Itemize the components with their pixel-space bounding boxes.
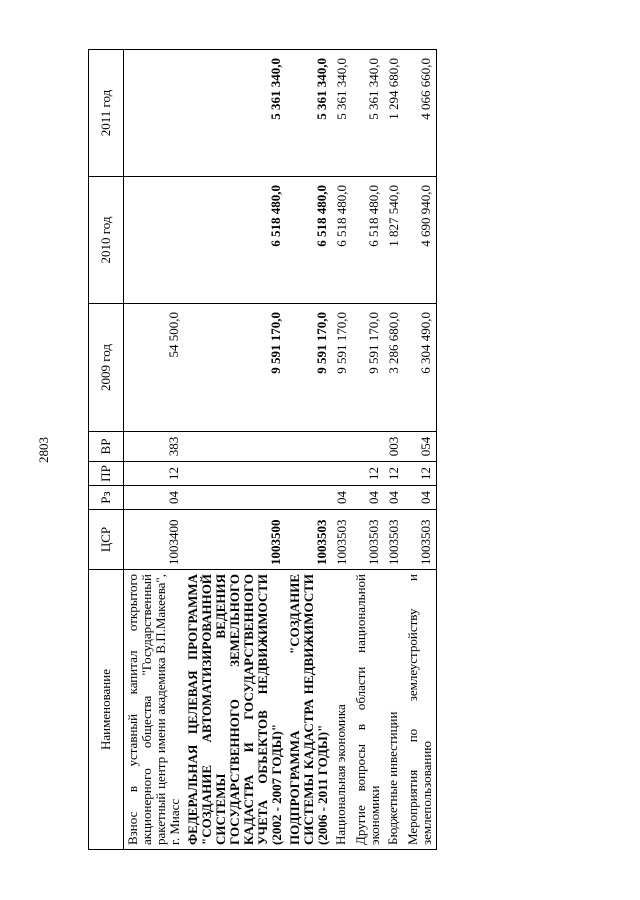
- cell-y2011: 5 361 340,0: [184, 50, 286, 177]
- header-2011: 2011 год: [89, 50, 124, 177]
- table-row: [404, 50, 437, 850]
- cell-pr: 12: [124, 462, 185, 486]
- table-row: [124, 50, 185, 850]
- cell-y2011: 4 066 660,0: [404, 50, 437, 177]
- cell-rz: 04: [352, 486, 384, 510]
- cell-vr: [286, 432, 332, 462]
- budget-table-container: [88, 50, 598, 850]
- cell-rz: 04: [384, 486, 404, 510]
- cell-vr: 003: [384, 432, 404, 462]
- page-number: 2803: [36, 437, 51, 463]
- cell-pr: [332, 462, 352, 486]
- cell-y2009: 6 304 490,0: [404, 304, 437, 432]
- header-pr: ПР: [89, 462, 124, 486]
- cell-y2010: 6 518 480,0: [286, 177, 332, 304]
- cell-csr: 1003500: [184, 510, 286, 570]
- cell-csr: 1003503: [332, 510, 352, 570]
- cell-y2011: 1 294 680,0: [384, 50, 404, 177]
- cell-vr: [352, 432, 384, 462]
- cell-name: Бюджетные инвестиции: [384, 570, 404, 850]
- cell-y2009: 54 500,0: [124, 304, 185, 432]
- cell-y2009: 9 591 170,0: [184, 304, 286, 432]
- header-name: Наименование: [89, 570, 124, 850]
- cell-name: Взнос в уставный капитал открытого акционерного общества "Государственный ракетный центр имени академика В.П.Макеева", г. Миасс: [124, 570, 185, 850]
- cell-name: Мероприятия по землеустройству и землепользованию: [404, 570, 437, 850]
- cell-y2011: 5 361 340,0: [332, 50, 352, 177]
- table-body: [124, 50, 437, 850]
- cell-pr: 12: [404, 462, 437, 486]
- table-header-row: [89, 50, 124, 850]
- table-row: [286, 50, 332, 850]
- cell-vr: [332, 432, 352, 462]
- cell-y2009: 9 591 170,0: [286, 304, 332, 432]
- cell-y2010: 4 690 940,0: [404, 177, 437, 304]
- cell-name: ФЕДЕРАЛЬНАЯ ЦЕЛЕВАЯ ПРОГРАММА "СОЗДАНИЕ АВТОМАТИЗИРОВАННОЙ СИСТЕМЫ ВЕДЕНИЯ ГОСУДАРСТВЕННОГО ЗЕМЕЛЬНОГО КАДАСТРА И ГОСУДАРСТВЕННОГО УЧЕТА ОБЪЕКТОВ НЕДВИЖИМОСТИ (2002 - 2007 ГОДЫ)": [184, 570, 286, 850]
- cell-vr: 054: [404, 432, 437, 462]
- cell-y2011: 5 361 340,0: [286, 50, 332, 177]
- cell-rz: 04: [404, 486, 437, 510]
- cell-vr: 383: [124, 432, 185, 462]
- cell-csr: 1003503: [404, 510, 437, 570]
- cell-rz: 04: [124, 486, 185, 510]
- cell-y2009: 9 591 170,0: [352, 304, 384, 432]
- cell-y2011: [124, 50, 185, 177]
- cell-y2010: 1 827 540,0: [384, 177, 404, 304]
- cell-rz: [184, 486, 286, 510]
- header-rz: Рз: [89, 486, 124, 510]
- cell-y2011: 5 361 340,0: [352, 50, 384, 177]
- cell-csr: 1003503: [384, 510, 404, 570]
- cell-pr: 12: [352, 462, 384, 486]
- cell-name: Другие вопросы в области национальной экономики: [352, 570, 384, 850]
- cell-pr: 12: [384, 462, 404, 486]
- cell-name: Национальная экономика: [332, 570, 352, 850]
- cell-y2010: 6 518 480,0: [332, 177, 352, 304]
- cell-y2010: 6 518 480,0: [352, 177, 384, 304]
- cell-pr: [184, 462, 286, 486]
- header-vr: ВР: [89, 432, 124, 462]
- table-row: [384, 50, 404, 850]
- header-2010: 2010 год: [89, 177, 124, 304]
- budget-table: [88, 49, 437, 850]
- cell-name: ПОДПРОГРАММА "СОЗДАНИЕ СИСТЕМЫ КАДАСТРА НЕДВИЖИМОСТИ (2006 - 2011 ГОДЫ)": [286, 570, 332, 850]
- cell-vr: [184, 432, 286, 462]
- header-2009: 2009 год: [89, 304, 124, 432]
- cell-pr: [286, 462, 332, 486]
- cell-rz: 04: [332, 486, 352, 510]
- table-row: [332, 50, 352, 850]
- cell-rz: [286, 486, 332, 510]
- table-row: [352, 50, 384, 850]
- cell-csr: 1003503: [286, 510, 332, 570]
- cell-csr: 1003503: [352, 510, 384, 570]
- cell-csr: 1003400: [124, 510, 185, 570]
- table-row: [184, 50, 286, 850]
- cell-y2009: 3 286 680,0: [384, 304, 404, 432]
- cell-y2010: [124, 177, 185, 304]
- cell-y2009: 9 591 170,0: [332, 304, 352, 432]
- header-csr: ЦСР: [89, 510, 124, 570]
- cell-y2010: 6 518 480,0: [184, 177, 286, 304]
